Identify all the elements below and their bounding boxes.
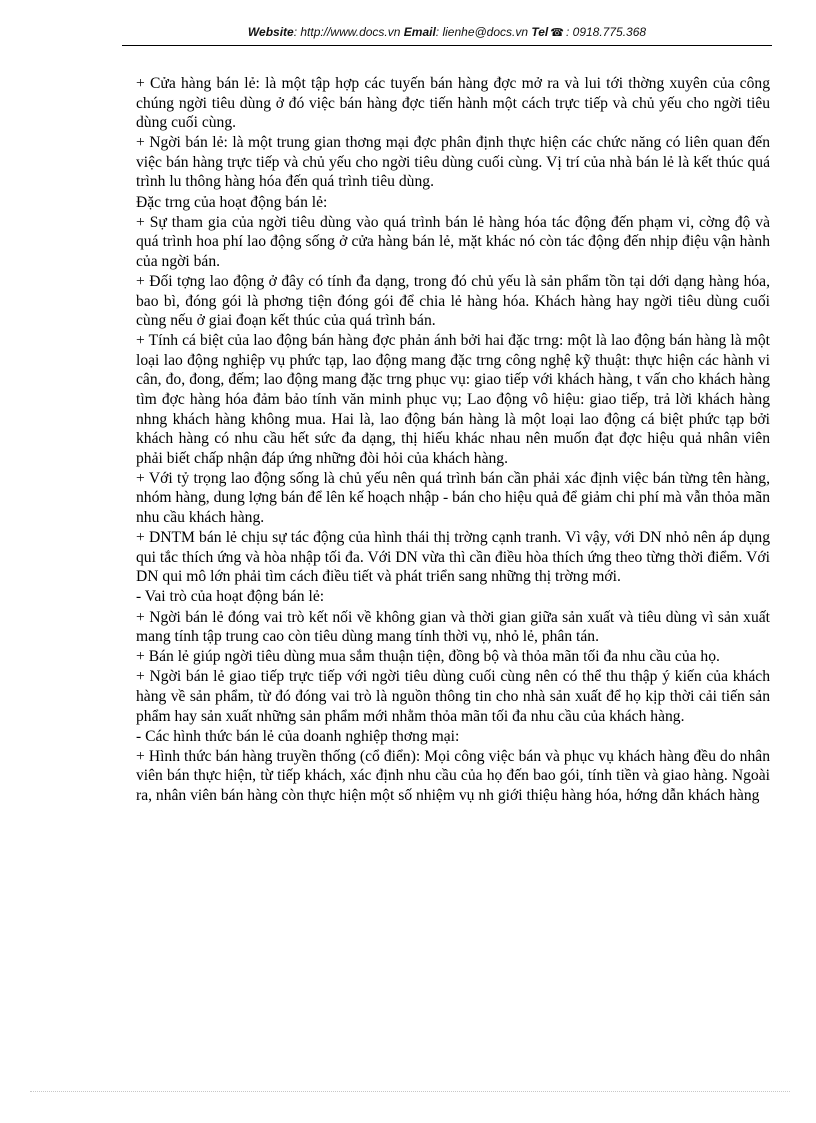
- page-header: [122, 25, 772, 46]
- paragraph: + Với tỷ trọng lao động sống là chủ yếu nên quá trình bán cần phải xác định việc bán từng tên hàng, nhóm hàng, dung lợng bán để lên kế hoạch nhập - bán cho hiệu quả để giảm chi phí mà vẫn thỏa mãn nhu cầu khách hàng.: [136, 469, 770, 527]
- email-label: Email: [403, 25, 436, 39]
- paragraph: + Ngời bán lẻ giao tiếp trực tiếp với ngời tiêu dùng cuối cùng nên có thể thu thập ý kiến của khách hàng về sản phẩm, từ đó đóng vai trò là nguồn thông tin cho nhà sản xuất để họ kịp thời cải tiến sản phẩm hay sản xuất những sản phẩm mới nhằm thỏa mãn tối đa nhu cầu của khách hàng.: [136, 668, 770, 725]
- website-value: : http://www.docs.vn: [293, 25, 401, 39]
- paragraph: - Các hình thức bán lẻ của doanh nghiệp thơng mại:: [136, 727, 460, 745]
- paragraph: + Đối tợng lao động ở đây có tính đa dạng, trong đó chủ yếu là sản phẩm tồn tại dới dạng hàng hóa, bao bì, đóng gói là phơng tiện đóng gói để chia lẻ hàng hóa. Khách hàng hay ngời tiêu dùng cuối cùng nếu ở giai đoạn kết thúc của quá trình bán.: [136, 272, 770, 330]
- paragraph: - Vai trò của hoạt động bán lẻ:: [136, 588, 325, 606]
- document-body: [136, 74, 770, 806]
- paragraph: + Tính cá biệt của lao động bán hàng đợc phản ánh bởi hai đặc trng: một là lao động bán hàng là một loại lao động nghiệp vụ phức tạp, lao động mang đặc trng công nghệ kỹ thuật: thực hiện các hành vi cân, đo, đong, đếm; lao động mang đặc trng phục vụ: giao tiếp với khách hàng, t vấn cho khách hàng tìm đợc hàng hóa đảm bảo tính văn minh phục vụ; Lao động vô hiệu: giao tiếp, trả lời khách hàng nhng khách hàng không mua. Hai là, lao động bán hàng là một loại lao động cá biệt phức tạp bởi khách hàng có nhu cầu hết sức đa dạng, thị hiếu khác nhau nên muốn đạt đợc hiệu quả nhân viên phải biết chấp nhận đáp ứng những đòi hỏi của khách hàng.: [136, 332, 770, 467]
- paragraph: Đặc trng của hoạt động bán lẻ:: [136, 193, 328, 211]
- tel-label: Tel: [531, 25, 549, 39]
- paragraph: + DNTM bán lẻ chịu sự tác động của hình thái thị trờng cạnh tranh. Vì vậy, với DN nhỏ nên áp dụng qui tắc thích ứng và hòa nhập tối đa. Với DN vừa thì cần điều hòa thích ứng theo từng thời điểm. Với DN qui mô lớn phải tìm cách điều tiết và phát triển sang những thị trờng mới.: [136, 529, 770, 586]
- paragraph: + Hình thức bán hàng truyền thống (cổ điển): Mọi công việc bán và phục vụ khách hàng đều do nhân viên bán thực hiện, từ tiếp khách, xác định nhu cầu của họ đến bao gói, tính tiền và giao hàng. Ngoài ra, nhân viên bán hàng còn thực hiện một số nhiệm vụ nh giới thiệu hàng hóa, hớng dẫn khách hàng: [136, 747, 770, 804]
- tel-value: : 0918.775.368: [565, 25, 647, 39]
- paragraph: + Cửa hàng bán lẻ: là một tập hợp các tuyến bán hàng đợc mở ra và lui tới thờng xuyên của công chúng ngời tiêu dùng ở đó việc bán hàng đợc tiến hành một cách trực tiếp và chủ yếu cho ngời tiêu dùng cuối cùng.: [136, 75, 770, 132]
- paragraph: + Ngời bán lẻ đóng vai trò kết nối về không gian và thời gian giữa sản xuất và tiêu dùng vì sản xuất mang tính tập trung cao còn tiêu dùng mang tính thời vụ, nhỏ lẻ, phân tán.: [136, 608, 770, 646]
- phone-icon: ☎: [550, 27, 564, 39]
- paragraph: + Sự tham gia của ngời tiêu dùng vào quá trình bán lẻ hàng hóa tác động đến phạm vi, cờng độ và quá trình hoa phí lao động sống ở cửa hàng bán lẻ, mặt khác nó còn tác động đến nhịp điệu vận hành của ngời bán.: [136, 213, 770, 270]
- paragraph: + Ngời bán lẻ: là một trung gian thơng mại đợc phân định thực hiện các chức năng có liên quan đến việc bán hàng trực tiếp và chủ yếu cho ngời tiêu dùng cuối cùng. Vị trí của nhà bán lẻ là kết thúc quá trình lu thông hàng hóa đến quá trình tiêu dùng.: [136, 134, 770, 191]
- email-value: : lienhe@docs.vn: [435, 25, 529, 39]
- website-label: Website: [247, 25, 294, 39]
- bottom-divider: [30, 1091, 790, 1092]
- paragraph: + Bán lẻ giúp ngời tiêu dùng mua sắm thuận tiện, đồng bộ và thỏa mãn tối đa nhu cầu của họ.: [136, 648, 720, 666]
